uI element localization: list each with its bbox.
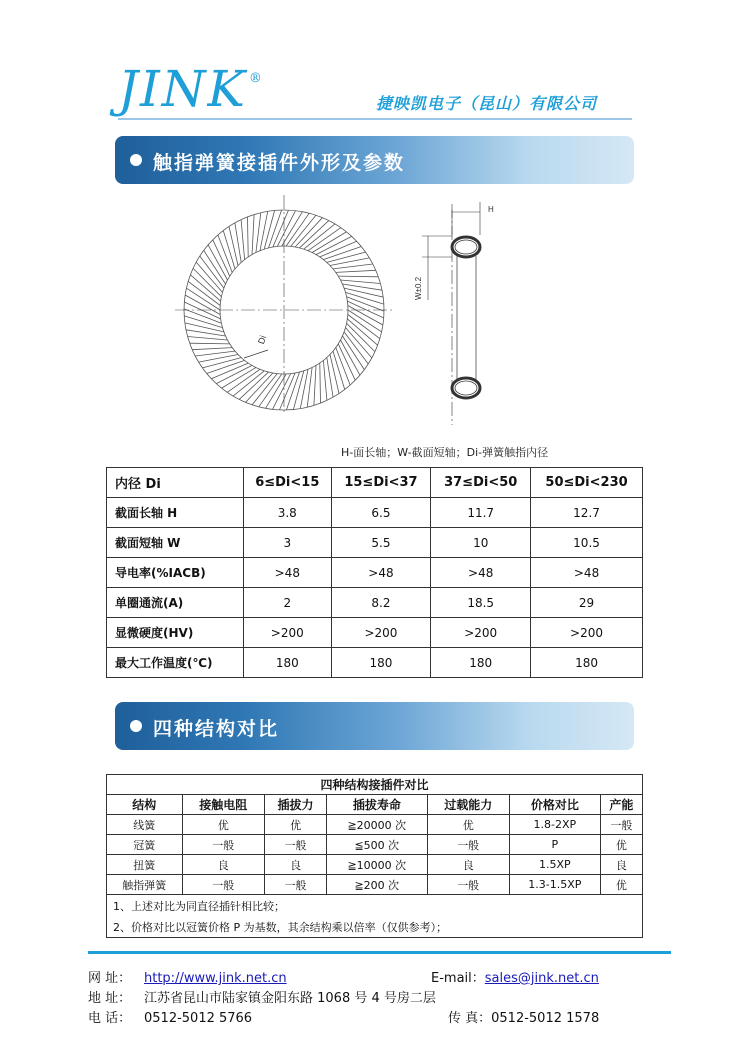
table-cell: 10 <box>431 528 531 558</box>
spring-finger <box>196 262 222 292</box>
spring-finger <box>188 337 228 341</box>
table-cell: 触指弹簧 <box>107 875 183 895</box>
row-label: 导电率(%IACB) <box>107 558 244 588</box>
spring-finger <box>252 374 277 405</box>
spring-finger <box>199 355 238 363</box>
table-cell: 一般 <box>264 835 326 855</box>
spring-finger <box>344 332 368 364</box>
params-table <box>106 467 643 678</box>
table-cell: 一般 <box>264 875 326 895</box>
header-cell: 15≤Di<37 <box>331 468 431 498</box>
table-cell: >48 <box>331 558 431 588</box>
spring-finger <box>333 351 345 389</box>
table-cell: 29 <box>531 588 643 618</box>
spring-finger <box>300 221 329 248</box>
table-row <box>107 855 643 875</box>
spring-finger <box>304 224 335 249</box>
spring-finger <box>336 270 376 272</box>
web-label: 网 址： <box>88 971 132 986</box>
table-cell: 6.5 <box>331 498 431 528</box>
table-cell: 优 <box>600 835 642 855</box>
spring-finger <box>190 343 230 344</box>
spring-finger <box>341 280 381 284</box>
table-row <box>107 815 643 835</box>
table-cell: 12.7 <box>531 498 643 528</box>
header-cell: 接触电阻 <box>182 795 264 815</box>
row-label: 截面长轴 H <box>107 498 244 528</box>
spring-finger <box>192 348 232 350</box>
spring-finger <box>193 268 221 296</box>
header-cell: 产能 <box>600 795 642 815</box>
table-header-row <box>107 468 643 498</box>
spring-finger <box>259 374 282 407</box>
spring-finger <box>200 256 224 288</box>
table-cell: 优 <box>264 815 326 835</box>
row-label: 最大工作温度(℃) <box>107 648 244 678</box>
table-cell: >200 <box>431 618 531 648</box>
table-cell: 一般 <box>182 835 264 855</box>
spring-finger <box>286 213 309 246</box>
spring-finger <box>348 315 380 339</box>
spring-finger <box>186 288 220 310</box>
table-row <box>107 875 643 895</box>
company-name: 捷映凯电子（昆山）有限公司 <box>376 94 598 113</box>
table-cell: >200 <box>331 618 431 648</box>
spring-finger <box>338 276 378 277</box>
table-cell: >200 <box>244 618 332 648</box>
table-cell: >48 <box>244 558 332 588</box>
tel-label: 电 话： <box>88 1011 132 1026</box>
table-row <box>107 618 643 648</box>
header-cell: 插拔力 <box>264 795 326 815</box>
spring-finger <box>246 373 273 402</box>
spring-finger <box>308 228 341 251</box>
spring-finger <box>256 213 261 253</box>
table-cell: 良 <box>182 855 264 875</box>
table-cell: 180 <box>244 648 332 678</box>
table-cell: 优 <box>600 875 642 895</box>
section-banner-specs <box>115 136 634 184</box>
table-row <box>107 558 643 588</box>
footer-tel-row <box>88 1007 252 1026</box>
email-link[interactable]: sales@jink.net.cn <box>484 971 599 986</box>
spring-finger <box>252 215 254 255</box>
table-cell: 良 <box>427 855 509 875</box>
table-cell: 2 <box>244 588 332 618</box>
spring-finger <box>347 319 377 345</box>
table-cell: 一般 <box>427 835 509 855</box>
table-cell: ≧20000 次 <box>327 815 427 835</box>
table-cell: 180 <box>531 648 643 678</box>
spring-finger <box>188 281 220 305</box>
spring-finger <box>264 210 274 249</box>
spring-side-view <box>422 202 480 425</box>
header-cell: 过载能力 <box>427 795 509 815</box>
spring-finger <box>320 363 321 403</box>
header-cell: 37≤Di<50 <box>431 468 531 498</box>
table-cell: 180 <box>431 648 531 678</box>
spring-finger <box>333 264 373 269</box>
section-title: 触指弹簧接插件外形及参数 <box>153 152 406 174</box>
spring-finger <box>190 275 220 301</box>
fax-label: 传 真： <box>448 1011 492 1026</box>
spring-finger <box>222 368 256 389</box>
table-cell: 10.5 <box>531 528 643 558</box>
bullet-icon <box>130 154 142 166</box>
table-cell: P <box>509 835 600 855</box>
table-cell: 3.8 <box>244 498 332 528</box>
address-value: 江苏省昆山市陆家镇金阳东路 1068 号 4 号房二层 <box>144 991 436 1006</box>
spring-finger <box>348 310 382 332</box>
email-label: E-mail： <box>431 971 485 986</box>
footer-web-row <box>88 967 287 986</box>
spring-finger <box>330 258 369 266</box>
table-cell: >48 <box>431 558 531 588</box>
row-label: 显微硬度(HV) <box>107 618 244 648</box>
table-cell: 冠簧 <box>107 835 183 855</box>
section-title: 四种结构对比 <box>153 718 280 740</box>
table-cell: 一般 <box>600 815 642 835</box>
footer-divider <box>88 951 671 954</box>
spring-finger <box>314 365 316 405</box>
table-row <box>107 528 643 558</box>
table-cell: 1.5XP <box>509 855 600 875</box>
footer-address-row <box>88 987 436 1006</box>
table-cell: 优 <box>182 815 264 835</box>
spring-finger <box>347 323 375 351</box>
spring-finger <box>323 360 327 400</box>
table-cell: 良 <box>264 855 326 875</box>
footer-fax-row <box>448 1007 599 1026</box>
address-label: 地 址： <box>88 991 132 1006</box>
table-cell: 1.8-2XP <box>509 815 600 835</box>
fax-value: 0512-5012 1578 <box>491 1011 600 1026</box>
spring-finger <box>260 211 268 250</box>
w-dimension-label: W±0.2 <box>414 276 423 300</box>
jink-logo: JINK ® <box>118 60 264 118</box>
spring-finger <box>241 220 245 260</box>
table-cell: 1.3-1.5XP <box>509 875 600 895</box>
h-dimension-label: H <box>488 205 494 214</box>
section-banner-comparison <box>115 702 634 750</box>
table-cell: 180 <box>331 648 431 678</box>
header-cell: 6≤Di<15 <box>244 468 332 498</box>
table-row <box>107 648 643 678</box>
table-cell: 扭簧 <box>107 855 183 875</box>
table-note: 1、上述对比为同直径插针相比较； <box>107 895 643 917</box>
di-dimension-label: Di <box>255 334 269 346</box>
header-cell: 插拔寿命 <box>327 795 427 815</box>
table-row <box>107 588 643 618</box>
table-cell: ≧200 次 <box>327 875 427 895</box>
table-title: 四种结构接插件对比 <box>107 775 643 795</box>
spring-finger <box>248 217 249 257</box>
table-cell: >200 <box>531 618 643 648</box>
table-cell: ≧10000 次 <box>327 855 427 875</box>
spring-finger <box>327 252 366 262</box>
spring-finger <box>203 358 242 368</box>
table-cell: 一般 <box>427 875 509 895</box>
table-cell: 优 <box>427 815 509 835</box>
spring-finger <box>195 351 235 356</box>
spring-finger <box>343 336 365 370</box>
spring-finger <box>233 371 264 396</box>
spring-drawing <box>170 190 530 435</box>
spring-finger <box>239 372 268 399</box>
spring-finger <box>293 371 303 410</box>
spring-finger <box>295 218 322 247</box>
table-cell: >48 <box>531 558 643 588</box>
comparison-table <box>106 774 643 938</box>
table-cell: 8.2 <box>331 588 431 618</box>
spring-finger <box>300 369 308 408</box>
spring-finger <box>223 231 235 269</box>
drawing-caption: H-面长轴；W-截面短轴；Di-弹簧触指内径 <box>341 446 549 459</box>
tel-value: 0512-5012 5766 <box>144 1011 253 1026</box>
table-cell: 3 <box>244 528 332 558</box>
spring-finger <box>312 232 346 253</box>
table-note: 2、价格对比以冠簧价格 P 为基数，其余结构乘以倍率（仅供参考）； <box>107 916 643 938</box>
header-cell: 价格对比 <box>509 795 600 815</box>
row-label: 单圈通流(A) <box>107 588 244 618</box>
header-cell: 50≤Di<230 <box>531 468 643 498</box>
header-cell: 内径 Di <box>107 468 244 498</box>
bullet-icon <box>130 720 142 732</box>
spring-finger <box>291 215 316 246</box>
website-link[interactable]: http://www.jink.net.cn <box>144 971 287 986</box>
table-row <box>107 498 643 528</box>
spring-finger <box>204 250 226 284</box>
row-label: 截面短轴 W <box>107 528 244 558</box>
spring-finger <box>346 328 372 358</box>
table-row <box>107 835 643 855</box>
header-divider <box>118 118 632 120</box>
table-cell: 线簧 <box>107 815 183 835</box>
header-cell: 结构 <box>107 795 183 815</box>
table-cell: 5.5 <box>331 528 431 558</box>
table-cell: 11.7 <box>431 498 531 528</box>
table-cell: 18.5 <box>431 588 531 618</box>
table-cell: 一般 <box>182 875 264 895</box>
table-cell: 良 <box>600 855 642 875</box>
spring-finger <box>227 369 260 392</box>
spring-finger <box>307 368 312 408</box>
footer-email-row <box>431 967 599 986</box>
table-header-row <box>107 795 643 815</box>
table-cell: ≦500 次 <box>327 835 427 855</box>
